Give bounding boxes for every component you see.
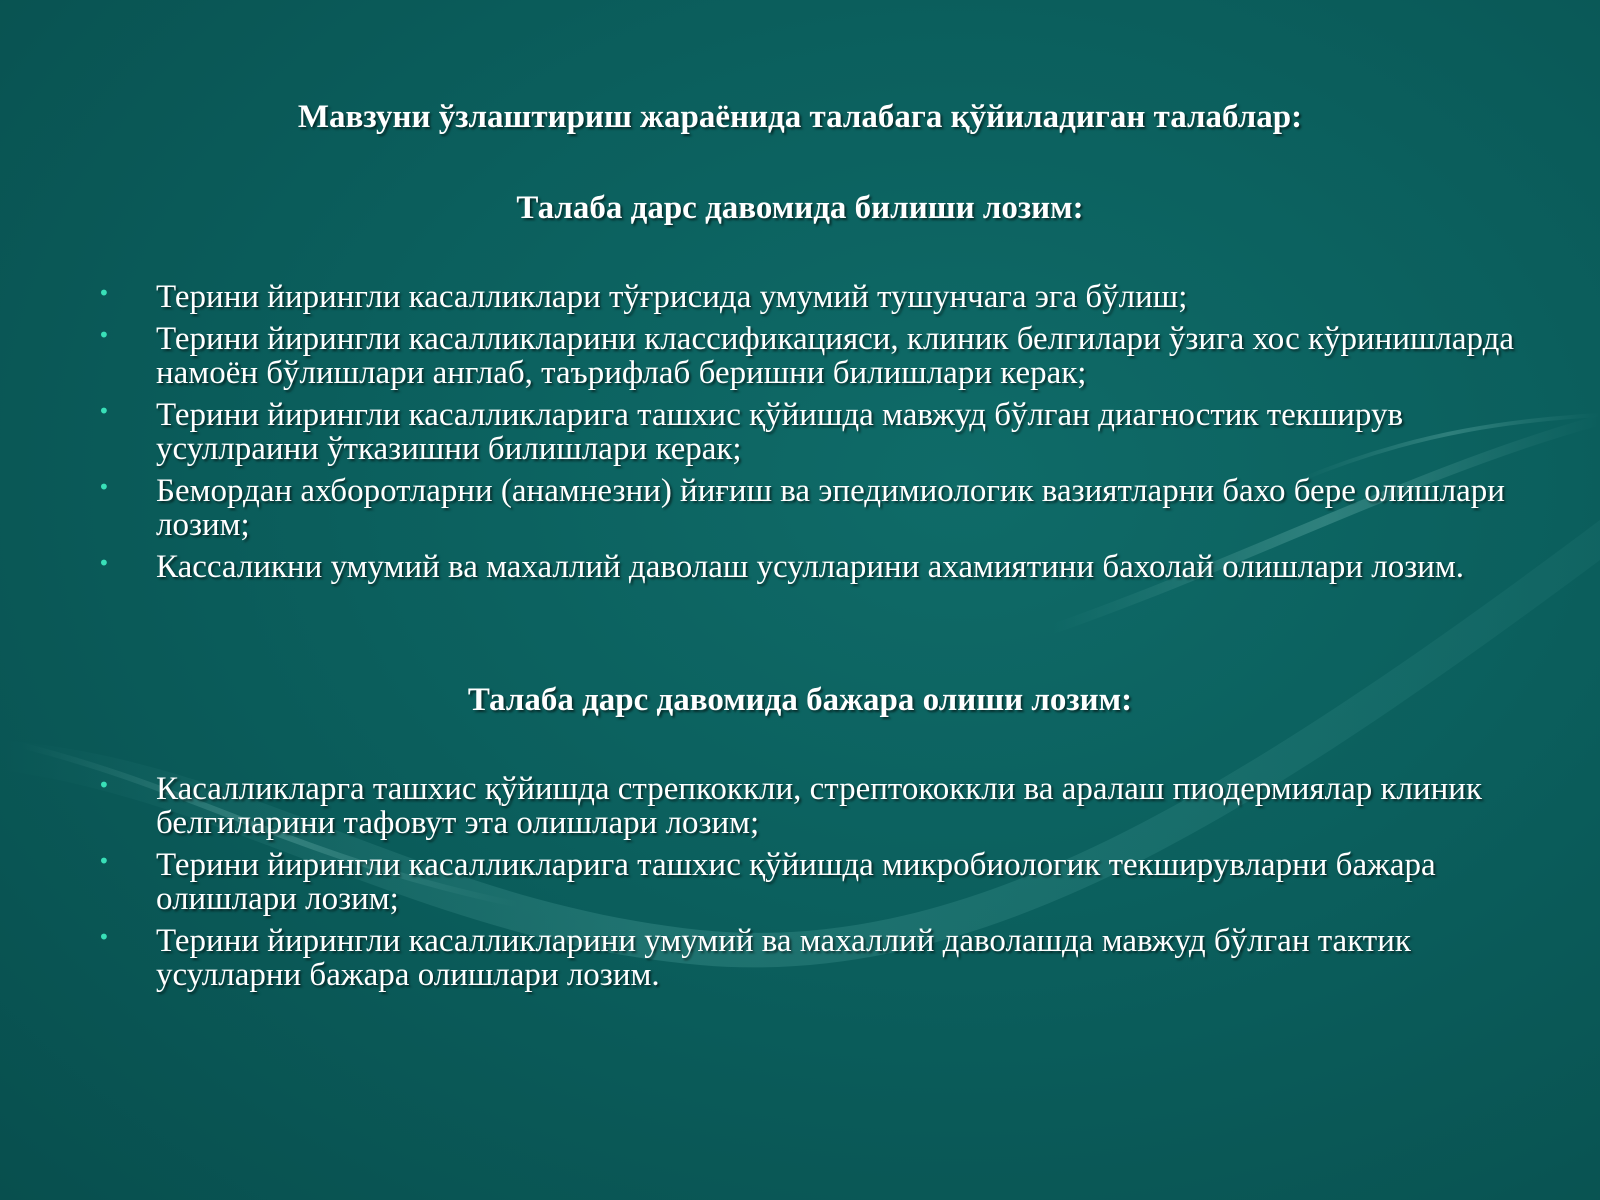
know-section-heading: Талаба дарс давомида билиши лозим:	[516, 190, 1084, 226]
bullet-icon: •	[98, 281, 110, 305]
list-item-text: Кассаликни умумий ва махаллий даволаш усулларини ахамиятини бахолай олишлари лозим.	[156, 549, 1465, 585]
list-item-text: Терини йирингли касалликларига ташхис қўйишда мавжуд бўлган диагностик текширув усуллраини ўтказишни билишлари керак;	[156, 397, 1404, 467]
list-item	[90, 772, 1550, 840]
list-item	[90, 924, 1550, 992]
list-item	[90, 550, 1550, 584]
bullet-icon: •	[98, 475, 110, 499]
list-item	[90, 398, 1550, 466]
list-item-text: Терини йирингли касалликлари тўғрисида умумий тушунчага эга бўлиш;	[156, 279, 1188, 315]
list-item-text: Терини йирингли касалликларини умумий ва махаллий даволашда мавжуд бўлган тактик усулларни бажара олишлари лозим.	[156, 923, 1411, 993]
list-item-text: Бемордан ахборотларни (анамнезни) йиғиш ва эпедимиологик вазиятларни бахо бере олишлари лозим;	[156, 473, 1505, 543]
list-item	[90, 280, 1550, 314]
bullet-icon: •	[98, 773, 110, 797]
list-item	[90, 848, 1550, 916]
bullet-icon: •	[98, 925, 110, 949]
know-list	[90, 280, 1550, 592]
do-list	[90, 772, 1550, 1000]
do-section-heading: Талаба дарс давомида бажара олиши лозим:	[467, 682, 1133, 718]
list-item-text: Касалликларга ташхис қўйишда стрепкоккли, стрептококкли ва аралаш пиодермиялар клиник белгиларини тафовут эта олишлари лозим;	[156, 771, 1482, 841]
list-item-text: Терини йирингли касалликларини классификацияси, клиник белгилари ўзига хос кўринишларда намоён бўлишлари англаб, таърифлаб беришни билишлари керак;	[156, 321, 1515, 391]
list-item	[90, 474, 1550, 542]
list-item-text: Терини йирингли касалликларига ташхис қўйишда микробиологик текширувларни бажара олишлари лозим;	[156, 847, 1436, 917]
bullet-icon: •	[98, 323, 110, 347]
list-item	[90, 322, 1550, 390]
slide-title: Мавзуни ўзлаштириш жараёнида талабага қўйиладиган талаблар:	[297, 99, 1303, 135]
bullet-icon: •	[98, 551, 110, 575]
bullet-icon: •	[98, 399, 110, 423]
bullet-icon: •	[98, 849, 110, 873]
